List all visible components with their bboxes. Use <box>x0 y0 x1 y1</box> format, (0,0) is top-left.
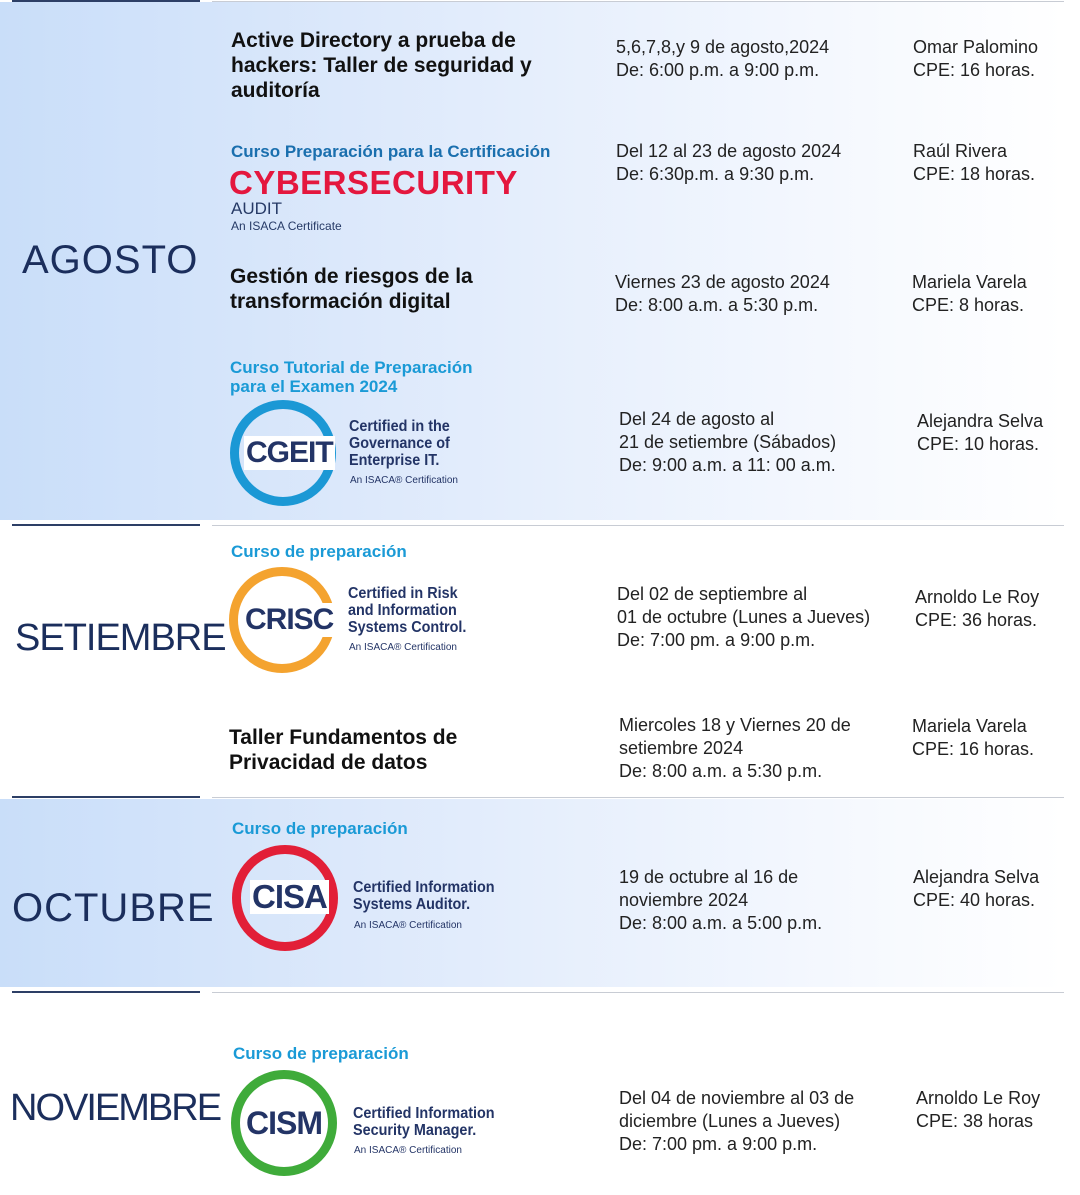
kicker-cism: Curso de preparación <box>233 1044 409 1063</box>
schedule-cism <box>619 1087 854 1156</box>
crisc-description <box>348 585 480 636</box>
cpe-hours: CPE: 16 horas. <box>913 60 1036 80</box>
logo-desc-line: Enterprise IT. <box>349 452 440 469</box>
schedule-line: Del 24 de agosto al <box>619 409 775 429</box>
instructor-crisc <box>915 586 1039 632</box>
schedule-line: diciembre (Lunes a Jueves) <box>619 1111 841 1131</box>
cisa-description <box>353 879 510 913</box>
crisc-isaca-label: An ISACA® Certification <box>349 642 457 653</box>
cpe-hours: CPE: 16 horas. <box>912 739 1035 759</box>
month-setiembre: SETIEMBRE <box>15 617 226 659</box>
kicker-cisa: Curso de preparación <box>232 819 408 838</box>
schedule-gestion-riesgos <box>615 271 830 317</box>
schedule-cgeit <box>619 408 836 477</box>
instructor-name: Alejandra Selva <box>913 867 1040 887</box>
cism-isaca-label: An ISACA® Certification <box>354 1145 462 1156</box>
instructor-name: Omar Palomino <box>913 37 1039 57</box>
title-line: hackers: Taller de seguridad y <box>231 54 532 77</box>
kicker-crisc: Curso de preparación <box>231 542 407 561</box>
cpe-hours: CPE: 40 horas. <box>913 890 1036 910</box>
instructor-cybersecurity <box>913 140 1035 186</box>
instructor-name: Arnoldo Le Roy <box>915 587 1040 607</box>
instructor-name: Arnoldo Le Roy <box>916 1088 1041 1108</box>
schedule-line: Viernes 23 de agosto 2024 <box>615 272 830 292</box>
schedule-cisa <box>619 866 822 935</box>
course-title-gestion-riesgos <box>230 264 473 314</box>
schedule-line: setiembre 2024 <box>619 738 744 758</box>
title-line: Gestión de riesgos de la <box>230 265 473 288</box>
schedule-line: 21 de setiembre (Sábados) <box>619 432 837 452</box>
kicker-line: para el Examen 2024 <box>230 377 398 396</box>
schedule-line: noviembre 2024 <box>619 890 749 910</box>
divider-setiembre-left <box>12 524 200 526</box>
schedule-line: De: 8:00 a.m. a 5:30 p.m. <box>619 761 823 781</box>
kicker-line: Curso Tutorial de Preparación <box>230 358 473 377</box>
logo-desc-line: Governance of <box>349 435 450 452</box>
cisa-isaca-label: An ISACA® Certification <box>354 920 462 931</box>
kicker-cybersecurity: Curso Preparación para la Certificación <box>231 142 551 161</box>
cgeit-logo <box>230 400 470 508</box>
schedule-line: 5,6,7,8,y 9 de agosto,2024 <box>616 37 830 57</box>
divider-top <box>212 1 1064 2</box>
divider-noviembre-left <box>12 991 200 993</box>
instructor-cgeit <box>917 410 1043 456</box>
divider-octubre <box>212 797 1064 798</box>
instructor-name: Mariela Varela <box>912 272 1027 292</box>
schedule-line: De: 7:00 pm. a 9:00 p.m. <box>619 1134 818 1154</box>
instructor-name: Raúl Rivera <box>913 141 1008 161</box>
cpe-hours: CPE: 8 horas. <box>912 295 1025 315</box>
logo-desc-line: Certified in the <box>349 418 450 435</box>
crisc-logo <box>229 567 479 675</box>
logo-desc-line: Systems Control. <box>348 619 467 636</box>
instructor-cisa <box>913 866 1039 912</box>
schedule-line: De: 7:00 pm. a 9:00 p.m. <box>617 630 816 650</box>
title-line: Active Directory a prueba de <box>231 29 516 52</box>
logo-desc-line: Systems Auditor. <box>353 896 471 913</box>
schedule-line: De: 8:00 a.m. a 5:00 p.m. <box>619 913 823 933</box>
cgeit-description <box>349 418 461 469</box>
cgeit-isaca-label: An ISACA® Certification <box>350 475 458 486</box>
schedule-line: 19 de octubre al 16 de <box>619 867 799 887</box>
cism-acronym: CISM <box>246 1105 322 1141</box>
title-line: auditoría <box>231 79 320 102</box>
schedule-line: De: 9:00 a.m. a 11: 00 a.m. <box>619 455 836 475</box>
cisa-logo <box>232 845 512 953</box>
schedule-line: Del 02 de septiembre al <box>617 584 808 604</box>
instructor-active-directory <box>913 36 1038 82</box>
kicker-cgeit <box>230 358 472 396</box>
title-line: Privacidad de datos <box>229 751 428 774</box>
divider-noviembre <box>212 992 1064 993</box>
cpe-hours: CPE: 18 horas. <box>913 164 1036 184</box>
schedule-line: De: 6:30p.m. a 9:30 p.m. <box>616 164 815 184</box>
course-title-privacidad <box>229 725 457 775</box>
logo-desc-line: and Information <box>348 602 457 619</box>
instructor-privacidad <box>912 715 1034 761</box>
month-octubre: OCTUBRE <box>12 886 215 930</box>
divider-octubre-left <box>12 796 200 798</box>
title-line: Taller Fundamentos de <box>229 726 458 749</box>
cpe-hours: CPE: 36 horas. <box>915 610 1038 630</box>
logo-desc-line: Security Manager. <box>353 1122 477 1139</box>
cybersecurity-logo-word: CYBERSECURITY <box>229 164 518 201</box>
instructor-gestion-riesgos <box>912 271 1027 317</box>
cism-logo <box>231 1070 511 1178</box>
divider-setiembre <box>212 525 1064 526</box>
cpe-hours: CPE: 38 horas <box>916 1111 1034 1131</box>
cpe-hours: CPE: 10 horas. <box>917 434 1040 454</box>
schedule-privacidad <box>619 714 851 783</box>
instructor-cism <box>916 1087 1040 1133</box>
cisa-acronym: CISA <box>252 878 327 915</box>
cgeit-acronym: CGEIT <box>246 436 333 469</box>
logo-desc-line: Certified Information <box>353 879 495 896</box>
instructor-name: Alejandra Selva <box>917 411 1044 431</box>
schedule-line: 01 de octubre (Lunes a Jueves) <box>617 607 871 627</box>
schedule-line: Miercoles 18 y Viernes 20 de <box>619 715 851 735</box>
logo-desc-line: Certified Information <box>353 1105 495 1122</box>
schedule-crisc <box>617 583 870 652</box>
schedule-line: Del 04 de noviembre al 03 de <box>619 1088 855 1108</box>
cybersecurity-logo-cert: An ISACA Certificate <box>231 219 342 233</box>
schedule-line: De: 6:00 p.m. a 9:00 p.m. <box>616 60 820 80</box>
logo-desc-line: Certified in Risk <box>348 585 458 602</box>
schedule-line: De: 8:00 a.m. a 5:30 p.m. <box>615 295 819 315</box>
divider-top-left <box>12 0 200 2</box>
instructor-name: Mariela Varela <box>912 716 1027 736</box>
cism-description <box>353 1105 510 1139</box>
month-noviembre: NOVIEMBRE <box>10 1087 221 1129</box>
schedule-line: Del 12 al 23 de agosto 2024 <box>616 141 842 161</box>
month-agosto: AGOSTO <box>22 238 199 282</box>
schedule-cybersecurity <box>616 140 841 186</box>
course-title-active-directory <box>231 28 532 103</box>
cybersecurity-logo-audit: AUDIT <box>231 199 282 218</box>
title-line: transformación digital <box>230 290 451 313</box>
schedule-active-directory <box>616 36 829 82</box>
crisc-acronym: CRISC <box>245 603 334 636</box>
